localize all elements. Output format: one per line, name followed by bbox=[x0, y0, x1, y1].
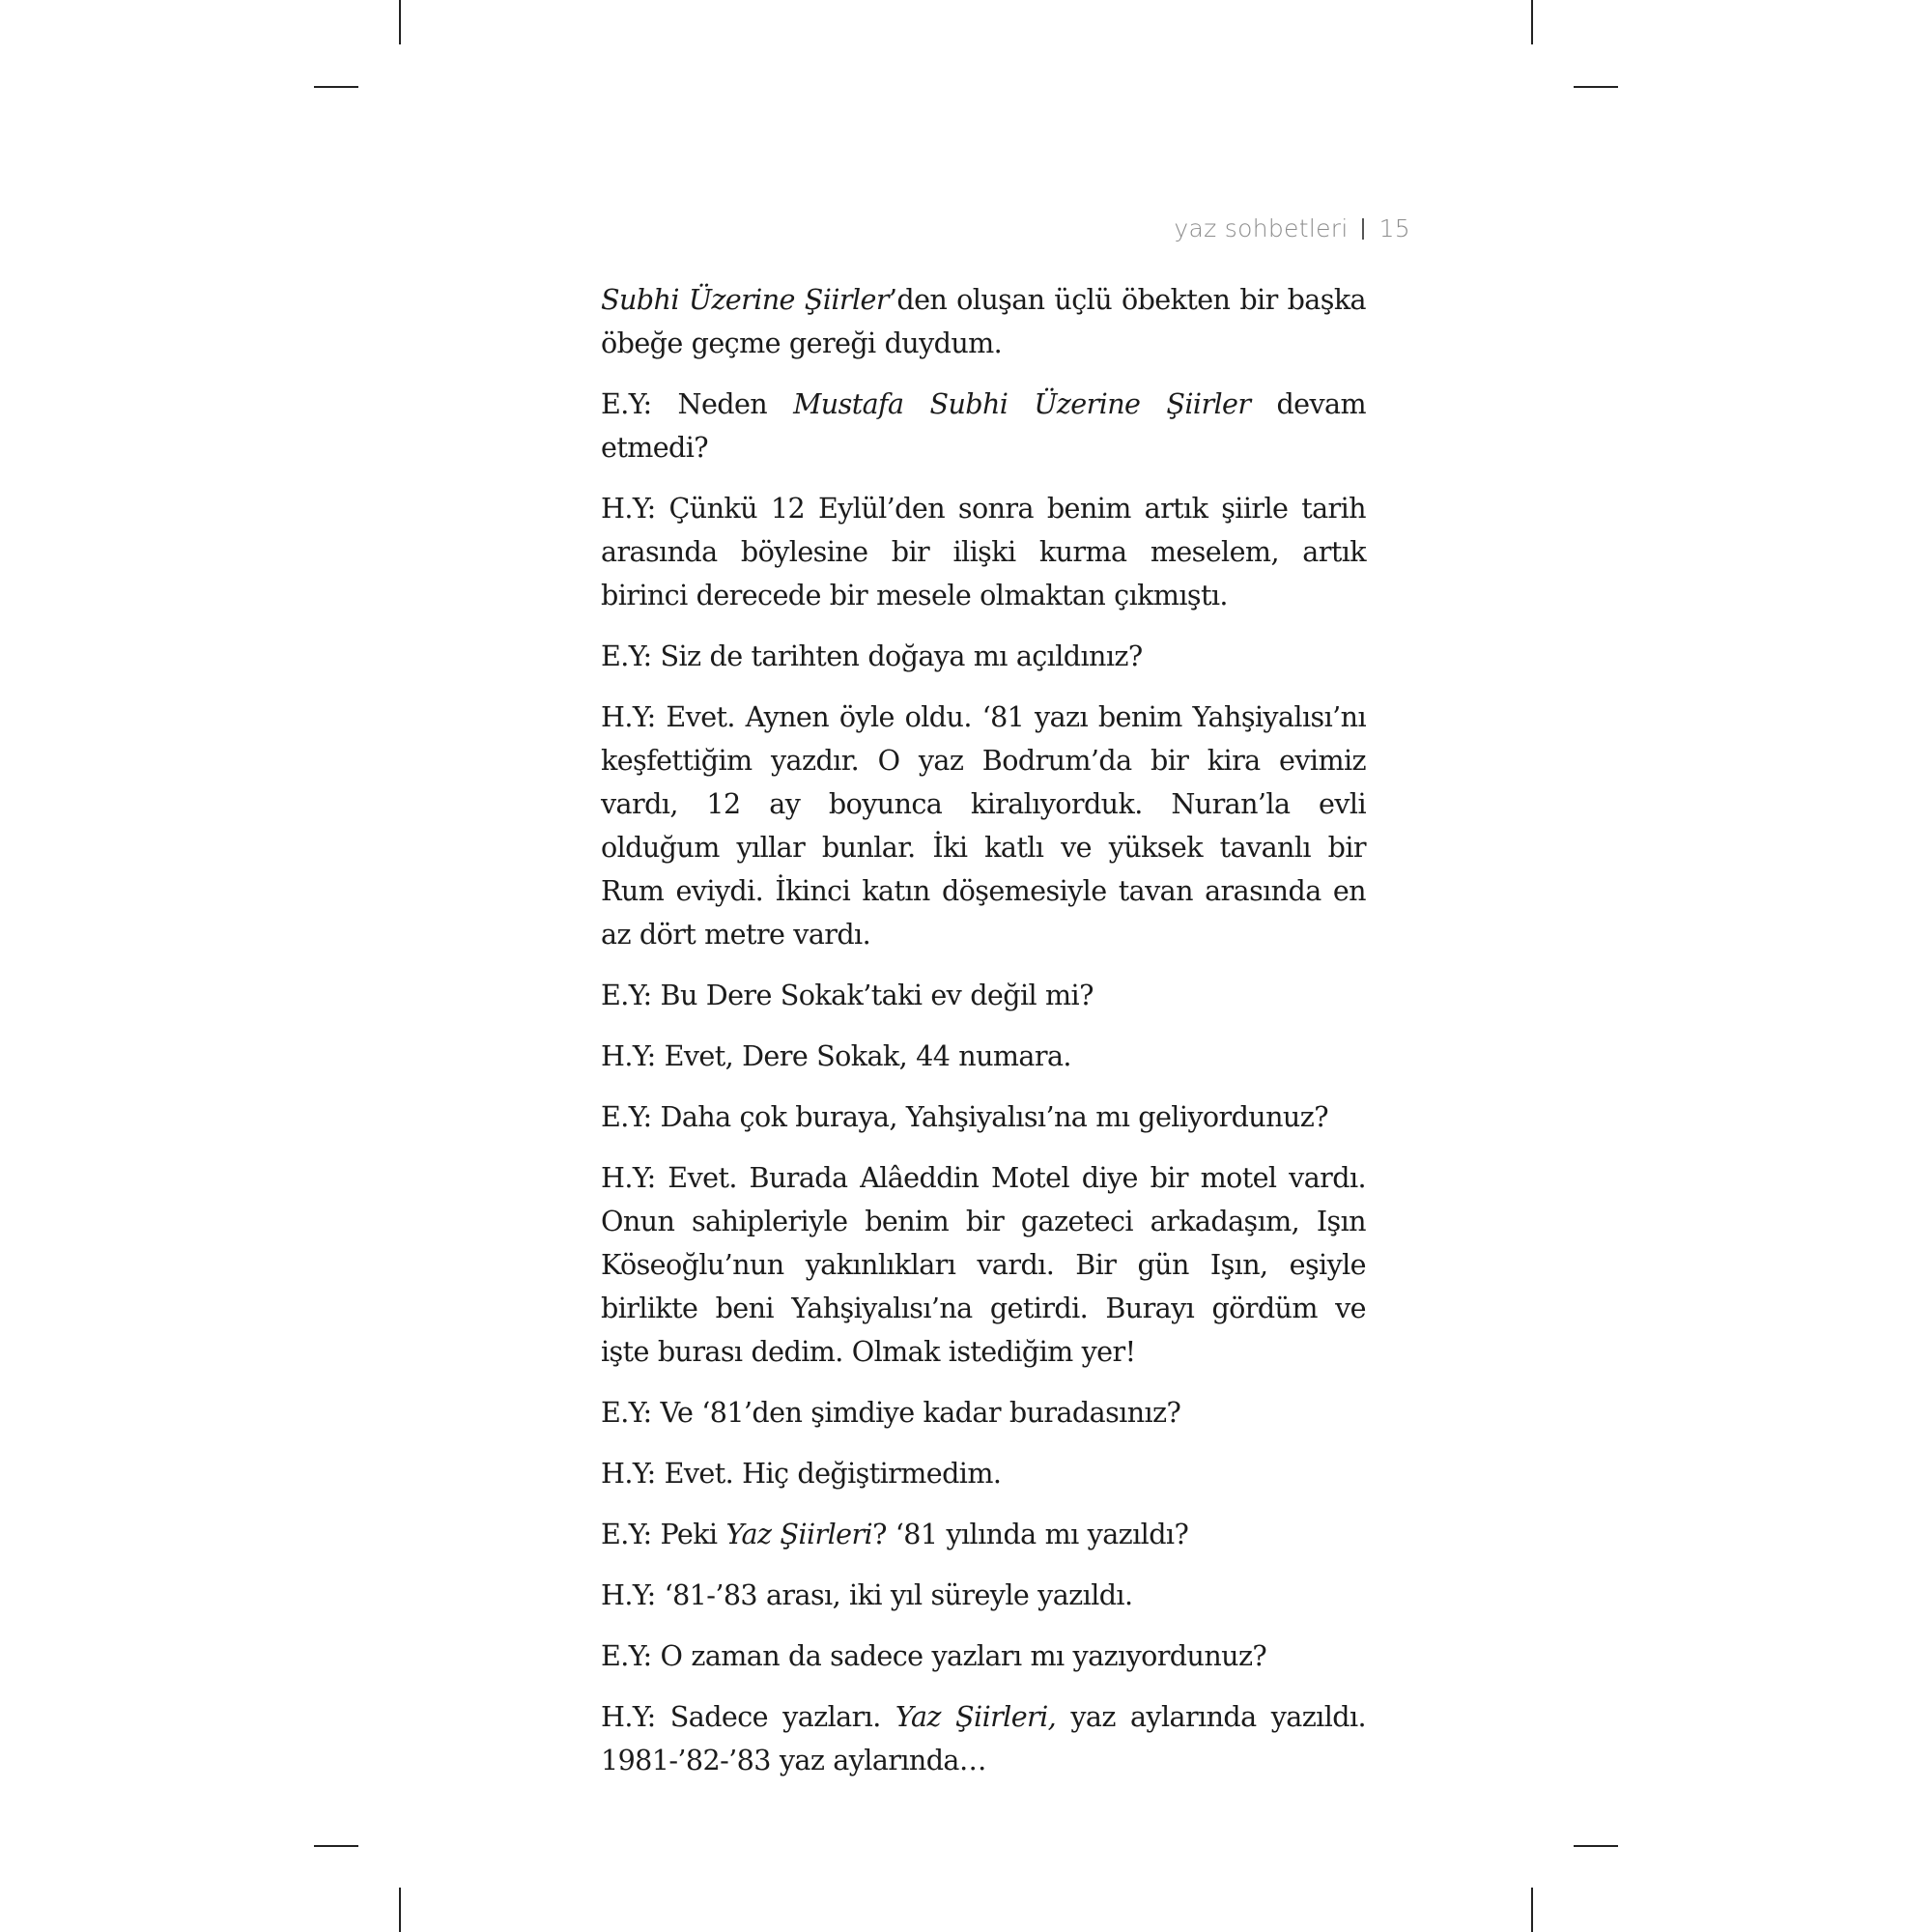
paragraph bbox=[601, 1095, 1366, 1139]
paragraph bbox=[601, 1156, 1366, 1374]
paragraph bbox=[601, 1574, 1366, 1617]
crop-mark-bottom-left bbox=[399, 1888, 401, 1932]
running-head-title: yaz sohbetleri bbox=[1174, 214, 1349, 242]
crop-mark-top-left bbox=[399, 0, 401, 44]
paragraph-text: H.Y: Evet, Dere Sokak, 44 numara. bbox=[601, 1039, 1071, 1072]
paragraph-text: H.Y: ‘81-’83 arası, iki yıl süreyle yazıldı. bbox=[601, 1578, 1133, 1611]
crop-mark-left-bottom bbox=[314, 1845, 358, 1847]
paragraph-text: H.Y: Evet. Aynen öyle oldu. ‘81 yazı benim Yahşiyalısı’nı keşfettiğim yazdır. O yaz Bodrum’da bir kira evimiz vardı, 12 ay boyunca kiralıyorduk. Nuran’la evli olduğum yıllar bunlar. İki katlı ve yüksek tavanlı bir Rum eviydi. İkinci katın döşemesiyle tavan arasında en az dört metre vardı. bbox=[601, 700, 1366, 951]
running-head bbox=[1174, 214, 1410, 242]
paragraph bbox=[601, 1634, 1366, 1678]
paragraph-text: E.Y: O zaman da sadece yazları mı yazıyordunuz? bbox=[601, 1639, 1267, 1672]
paragraph bbox=[601, 635, 1366, 678]
italic-title-text: Subhi Üzerine Şiirler bbox=[601, 283, 889, 316]
crop-mark-left-top bbox=[314, 86, 358, 88]
italic-title-text: Yaz Şiirleri, bbox=[895, 1700, 1057, 1733]
paragraph bbox=[601, 1513, 1366, 1556]
paragraph bbox=[601, 278, 1366, 365]
crop-mark-right-bottom bbox=[1574, 1845, 1618, 1847]
paragraph-text: yaz aylarında yazıldı. 1981-’82-’83 yaz aylarında… bbox=[601, 1700, 1367, 1776]
paragraph-text: E.Y: Peki bbox=[601, 1518, 726, 1550]
paragraph-text: E.Y: Siz de tarihten doğaya mı açıldınız? bbox=[601, 639, 1143, 672]
page-number: 15 bbox=[1378, 214, 1410, 242]
paragraph-text: E.Y: Bu Dere Sokak’taki ev değil mi? bbox=[601, 979, 1094, 1011]
paragraph bbox=[601, 487, 1366, 617]
crop-mark-right-top bbox=[1574, 86, 1618, 88]
paragraph-text: ’den oluşan üçlü öbekten bir başka öbeğe geçme gereği duydum. bbox=[601, 283, 1366, 359]
paragraph-text: devam etmedi? bbox=[601, 387, 1366, 464]
italic-title-text: Yaz Şiirleri bbox=[725, 1518, 873, 1550]
paragraph bbox=[601, 1452, 1366, 1495]
paragraph-text: E.Y: Neden bbox=[601, 387, 794, 420]
paragraph bbox=[601, 974, 1366, 1017]
paragraph bbox=[601, 1391, 1366, 1435]
page-body bbox=[601, 278, 1366, 1800]
paragraph-text: H.Y: Evet. Burada Alâeddin Motel diye bir motel vardı. Onun sahipleriyle benim bir gazeteci arkadaşım, Işın Köseoğlu’nun yakınlıkları vardı. Bir gün Işın, eşiyle birlikte beni Yahşiyalısı’na getirdi. Burayı gördüm ve işte burası dedim. Olmak istediğim yer! bbox=[601, 1161, 1366, 1368]
paragraph-text: H.Y: Sadece yazları. bbox=[601, 1700, 895, 1733]
paragraph-text: H.Y: Çünkü 12 Eylül’den sonra benim artık şiirle tarih arasında böylesine bir ilişki kurma meselem, artık birinci derecede bir mesele olmaktan çıkmıştı. bbox=[601, 492, 1366, 611]
paragraph bbox=[601, 383, 1366, 469]
italic-title-text: Mustafa Subhi Üzerine Şiirler bbox=[793, 387, 1251, 420]
paragraph bbox=[601, 1695, 1366, 1782]
paragraph-text: ? ‘81 yılında mı yazıldı? bbox=[872, 1518, 1189, 1550]
paragraph bbox=[601, 696, 1366, 956]
paragraph bbox=[601, 1035, 1366, 1078]
paragraph-text: H.Y: Evet. Hiç değiştirmedim. bbox=[601, 1457, 1002, 1490]
paragraph-text: E.Y: Ve ‘81’den şimdiye kadar buradasınız? bbox=[601, 1396, 1181, 1429]
running-head-separator bbox=[1362, 218, 1364, 240]
paragraph-text: E.Y: Daha çok buraya, Yahşiyalısı’na mı geliyordunuz? bbox=[601, 1100, 1328, 1133]
crop-mark-top-right bbox=[1531, 0, 1533, 44]
crop-mark-bottom-right bbox=[1531, 1888, 1533, 1932]
